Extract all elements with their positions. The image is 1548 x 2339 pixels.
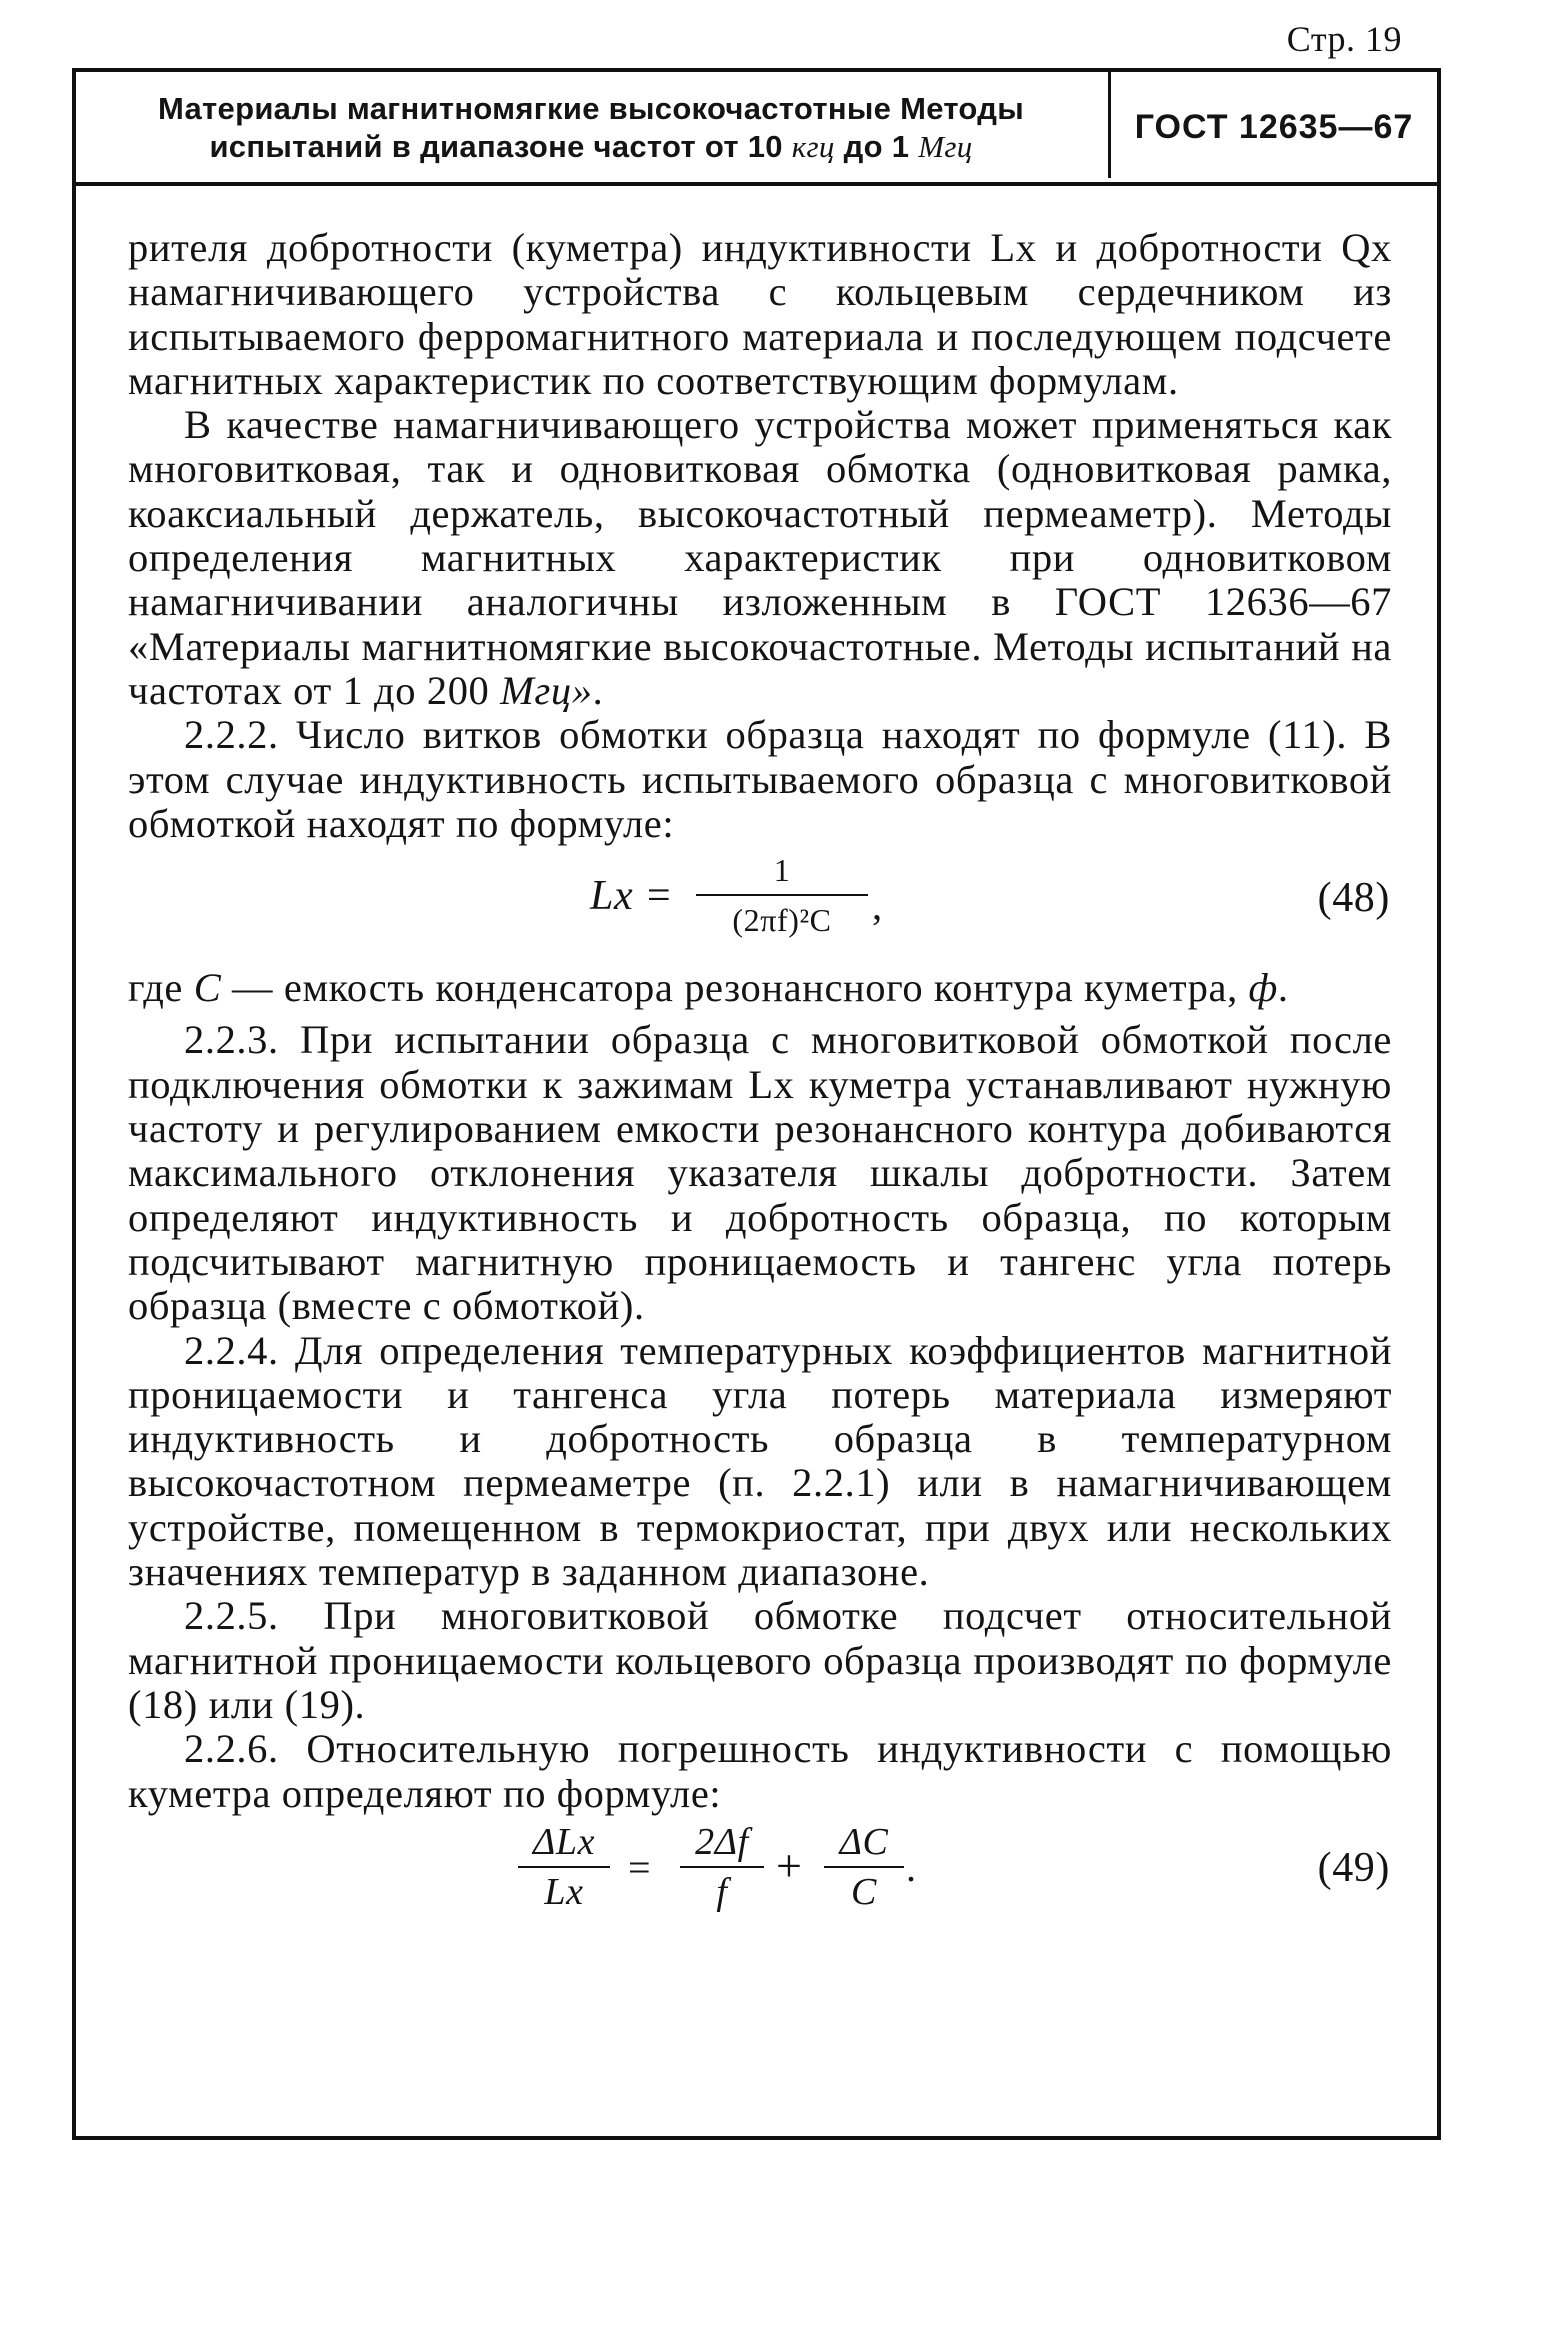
document-body [128, 226, 1392, 1946]
standard-code: ГОСТ 12635—67 [1134, 108, 1414, 146]
paragraph-2-2-2: 2.2.2. Число витков обмотки образца находят по формуле (11). В этом случае индуктивность испытываемого образца с многовитковой обмоткой находят по формуле: [128, 712, 1392, 846]
unit-mhz: Мгц [918, 129, 973, 164]
formula-49-lhs-numerator: ΔLx [518, 1820, 610, 1868]
where-prefix: где [128, 965, 194, 1011]
unit-khz: кгц [791, 129, 835, 164]
formula-49-lhs-denominator: Lx [544, 1871, 584, 1914]
formula-49-term2-numerator: ΔC [824, 1820, 904, 1868]
where-end: . [1277, 965, 1289, 1011]
paragraph-magnetizing-device-text: В качестве намагничивающего устройства может применяться как многовитковая, так и одновитковая обмотка (одновитковая рамка, коаксиальный держатель, высокочастотный пермеаметр). Методы определения магнитных характеристик при одновитковом намагничивании аналогичны изложенным в ГОСТ 12636—67 «Материалы магнитномягкие высокочастотные. Методы испытаний на частотах от 1 до 200 [128, 402, 1392, 713]
header-title-line1: Материалы магнитномягкие высокочастотные Методы [158, 91, 1024, 126]
formula-49-plus: + [776, 1839, 803, 1891]
paragraph-magnetizing-device [128, 403, 1392, 713]
paragraph-2-2-4: 2.2.4. Для определения температурных коэффициентов магнитной проницаемости и тангенса угла потерь материала измеряют индуктивность и добротность образца в температурном высокочастотном пермеаметре (п. 2.2.1) или в намагничивающем устройстве, помещенном в термокриостат, при двух или нескольких значениях температур в заданном диапазоне. [128, 1327, 1392, 1595]
formula-48-lhs: Lx = [590, 873, 674, 920]
paragraph-continuation: рителя добротности (куметра) индуктивности Lx и добротности Qx намагничивающего устройства с кольцевым сердечником из испытываемого ферромагнитного материала и последующем подсчете магнитных характеристик по соответствующим формулам. [128, 225, 1392, 403]
where-text: — емкость конденсатора резонансного контура куметра, [221, 965, 1249, 1011]
paragraph-2-2-3: 2.2.3. При испытании образца с многовитковой обмоткой после подключения обмотки к зажимам Lx куметра устанавливают нужную частоту и регулированием емкости резонансного контура добиваются максимального отклонения указателя шкалы добротности. Затем определяют индуктивность и добротность образца, по которым подсчитывают магнитную проницаемость и тангенс угла потерь образца (вместе с обмоткой). [128, 1017, 1392, 1329]
formula-49-term1-numerator: 2Δf [680, 1820, 764, 1868]
formula-49-term2-fraction [824, 1820, 904, 1915]
paragraph-where [128, 966, 1392, 1010]
formula-48-number: (48) [1317, 875, 1390, 922]
formula-49 [128, 1820, 1392, 1934]
formula-49-term2-denominator: C [851, 1871, 877, 1914]
formula-48 [128, 850, 1392, 954]
formula-48-denominator: (2πf)²C [732, 902, 832, 939]
formula-49-number: (49) [1317, 1844, 1390, 1891]
header-title [76, 90, 1106, 166]
header-title-line2 [76, 128, 1106, 166]
formula-48-fraction [696, 848, 868, 943]
paragraph-2-2-6: 2.2.6. Относительную погрешность индуктивности с помощью куметра определяют по формуле: [128, 1726, 1392, 1816]
where-variable: С [193, 965, 222, 1011]
page-number: Стр. 19 [1286, 19, 1402, 59]
paragraph-magnetizing-device-end: . [592, 667, 604, 713]
formula-49-lhs-fraction [518, 1820, 610, 1915]
header-title-line2-prefix: испытаний в диапазоне частот от 10 [209, 129, 792, 164]
formula-49-term1-fraction [680, 1820, 764, 1915]
formula-49-period: . [906, 1844, 917, 1890]
formula-48-comma: , [872, 883, 883, 929]
formula-49-term1-denominator: f [716, 1871, 728, 1914]
formula-48-numerator: 1 [696, 848, 868, 896]
paragraph-2-2-5: 2.2.5. При многовитковой обмотке подсчет относительной магнитной проницаемости кольцевого образца производят по формуле (18) или (19). [128, 1593, 1392, 1727]
unit-farad: ф [1248, 965, 1278, 1011]
frame-bottom-rule [72, 2136, 1441, 2140]
formula-49-equals: = [628, 1844, 652, 1890]
header-title-line2-mid: до 1 [834, 129, 919, 164]
document-header [76, 72, 1437, 186]
unit-mhz-ref: Мгц» [500, 667, 593, 713]
